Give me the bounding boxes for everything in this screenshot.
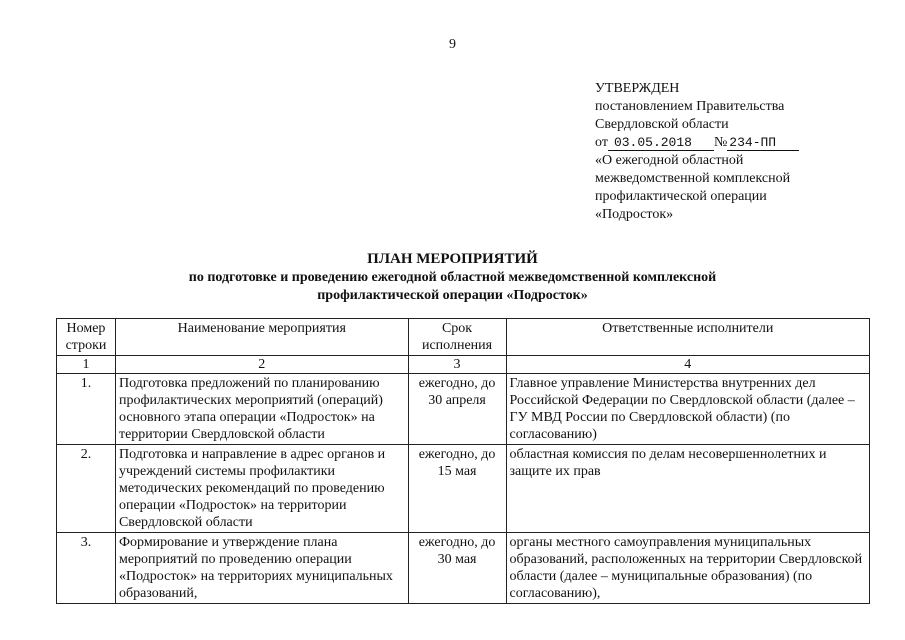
row-deadline: ежегодно, до 30 мая bbox=[408, 533, 506, 604]
approval-doc-title-line: «Подросток» bbox=[595, 207, 674, 222]
plan-table bbox=[56, 318, 870, 604]
table-header-row bbox=[57, 319, 870, 356]
row-deadline: ежегодно, до 15 мая bbox=[408, 445, 506, 533]
row-num: 1. bbox=[57, 374, 116, 445]
row-num: 3. bbox=[57, 533, 116, 604]
table-row bbox=[57, 533, 870, 604]
approval-doc-title-line: межведомственной комплексной bbox=[595, 171, 791, 186]
approval-authority: постановлением Правительства bbox=[595, 99, 785, 114]
column-number: 4 bbox=[506, 356, 870, 374]
approval-stamp bbox=[595, 80, 855, 224]
plan-title-main: ПЛАН МЕРОПРИЯТИЙ bbox=[367, 251, 538, 267]
column-numbers-row bbox=[57, 356, 870, 374]
row-responsible: областная комиссия по делам несовершеннолетних и защите их прав bbox=[506, 445, 870, 533]
column-number: 1 bbox=[57, 356, 116, 374]
approval-doc-title-line: «О ежегодной областной bbox=[595, 153, 744, 168]
plan-subtitle-line2: профилактической операции «Подросток» bbox=[317, 288, 588, 303]
plan-subtitle-line1: по подготовке и проведению ежегодной областной межведомственной комплексной bbox=[188, 270, 717, 285]
approval-region: Свердловской области bbox=[595, 117, 729, 132]
page-number: 9 bbox=[449, 37, 456, 52]
approval-doc-title-line: профилактической операции bbox=[595, 189, 767, 204]
header-num: Номер строки bbox=[57, 319, 116, 356]
row-responsible: органы местного самоуправления муниципальных образований, расположенных на территории Свердловской области (далее – муниципальные образования) (по согласованию), bbox=[506, 533, 870, 604]
row-responsible: Главное управление Министерства внутренних дел Российской Федерации по Свердловской области (далее – ГУ МВД России по Свердловской области) (по согласованию) bbox=[506, 374, 870, 445]
table-row bbox=[57, 445, 870, 533]
row-name: Формирование и утверждение плана мероприятий по проведению операции «Подросток» на территориях муниципальных образований, bbox=[115, 533, 408, 604]
row-deadline: ежегодно, до 30 апреля bbox=[408, 374, 506, 445]
plan-title bbox=[0, 250, 905, 305]
header-deadline: Срок исполнения bbox=[408, 319, 506, 356]
row-num: 2. bbox=[57, 445, 116, 533]
column-number: 2 bbox=[115, 356, 408, 374]
column-number: 3 bbox=[408, 356, 506, 374]
approval-date: 03.05.2018 bbox=[608, 136, 714, 151]
row-name: Подготовка и направление в адрес органов и учреждений системы профилактики методических рекомендаций по проведению операции «Подросток» на территории Свердловской области bbox=[115, 445, 408, 533]
row-name: Подготовка предложений по планированию профилактических мероприятий (операций) основного этапа операции «Подросток» на территории Свердловской области bbox=[115, 374, 408, 445]
number-prefix: № bbox=[713, 135, 728, 150]
approval-heading: УТВЕРЖДЕН bbox=[595, 81, 680, 96]
approval-date-number bbox=[595, 134, 855, 152]
approval-number: 234-ПП bbox=[727, 136, 799, 151]
header-responsible: Ответственные исполнители bbox=[506, 319, 870, 356]
table-row bbox=[57, 374, 870, 445]
header-name: Наименование мероприятия bbox=[115, 319, 408, 356]
date-prefix: от bbox=[595, 135, 608, 150]
